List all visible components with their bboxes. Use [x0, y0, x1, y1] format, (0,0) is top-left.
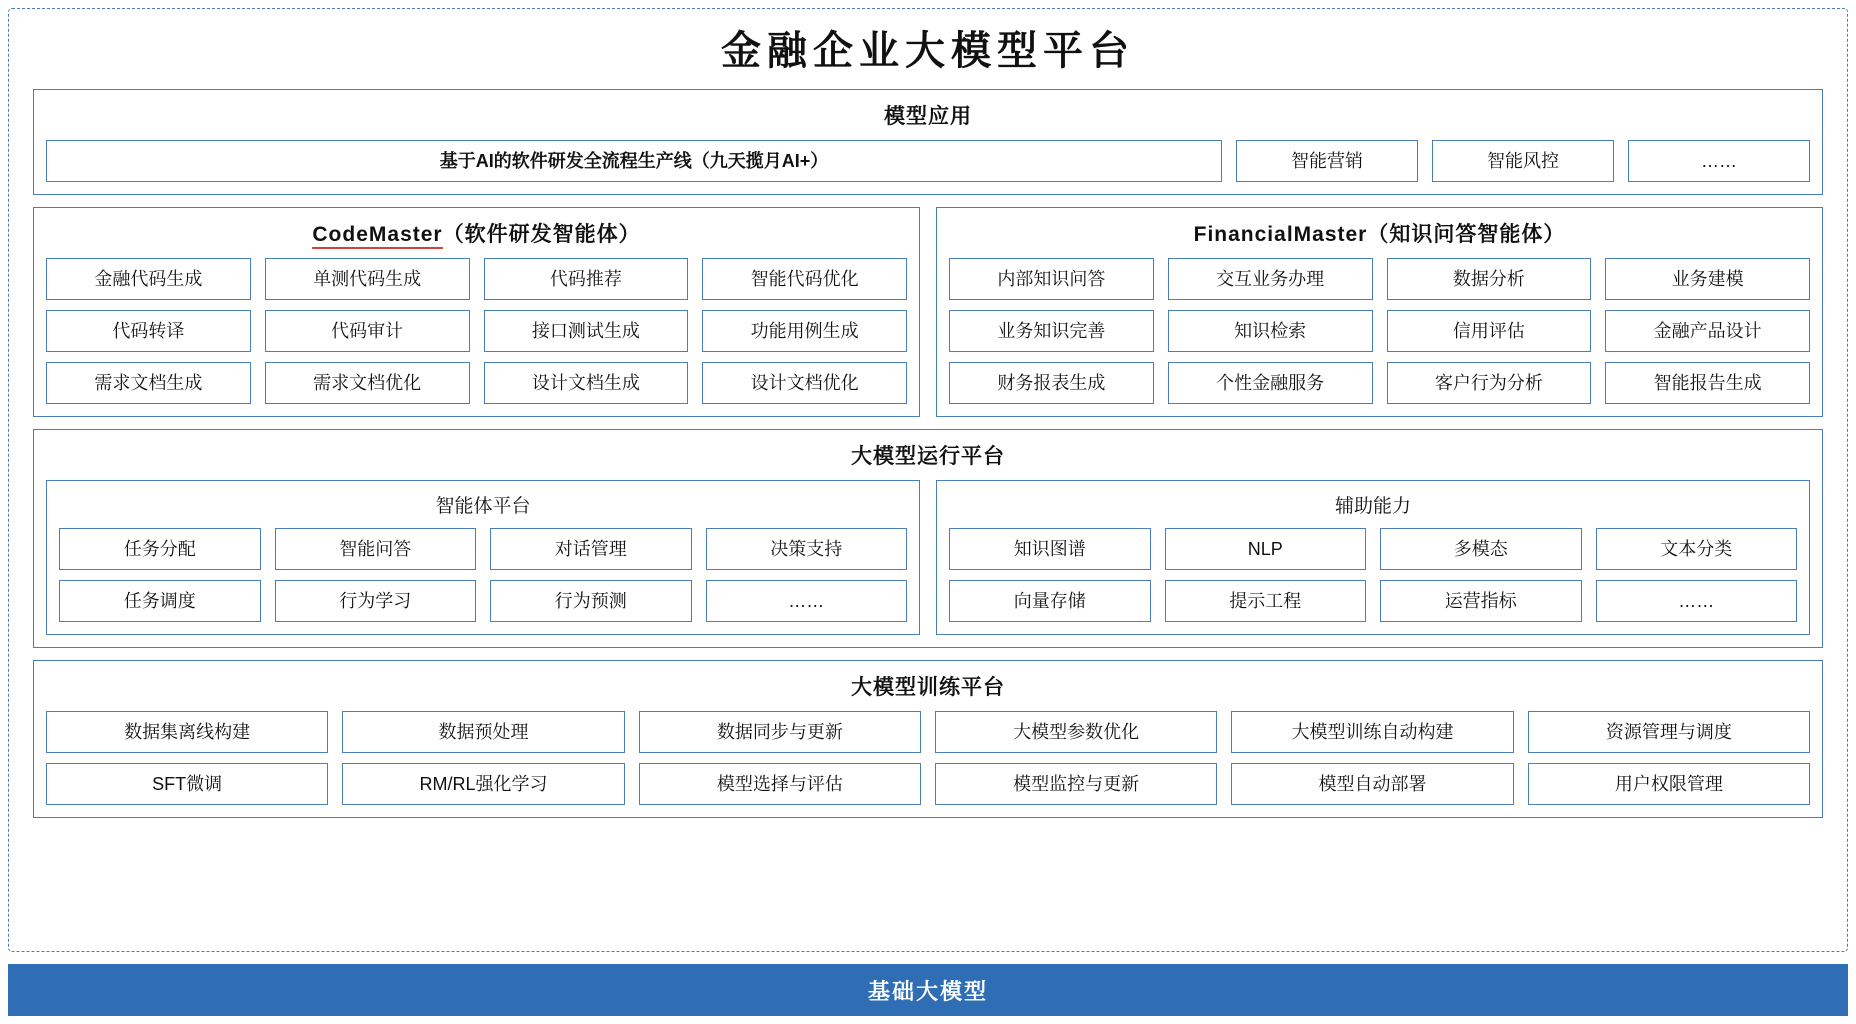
- code-master-item[interactable]: 接口测试生成: [484, 310, 689, 352]
- agents-row: [33, 207, 1823, 417]
- page-title: 金融企业大模型平台: [721, 29, 1135, 73]
- financial-master-item[interactable]: 数据分析: [1387, 258, 1592, 300]
- section-runtime-platform: [33, 429, 1823, 648]
- section-title-model-application: 模型应用: [884, 105, 972, 128]
- subpanel-support-capability: [936, 480, 1810, 635]
- model-application-row: [46, 140, 1810, 182]
- training-platform-grid: [46, 711, 1810, 805]
- app-item[interactable]: 智能风控: [1432, 140, 1614, 182]
- agent-platform-item[interactable]: 智能问答: [275, 528, 477, 570]
- training-platform-item[interactable]: 数据集离线构建: [46, 711, 328, 753]
- platform-frame: [8, 8, 1848, 952]
- training-platform-item[interactable]: 数据预处理: [342, 711, 624, 753]
- financial-master-item[interactable]: 财务报表生成: [949, 362, 1154, 404]
- financial-master-item[interactable]: 信用评估: [1387, 310, 1592, 352]
- section-title-code-master: [46, 218, 907, 248]
- app-item[interactable]: 智能营销: [1236, 140, 1418, 182]
- training-platform-item[interactable]: 数据同步与更新: [639, 711, 921, 753]
- training-platform-item[interactable]: RM/RL强化学习: [342, 763, 624, 805]
- financial-master-item[interactable]: 交互业务办理: [1168, 258, 1373, 300]
- training-platform-item[interactable]: 用户权限管理: [1528, 763, 1810, 805]
- agent-platform-item[interactable]: 对话管理: [490, 528, 692, 570]
- agent-platform-item[interactable]: 任务调度: [59, 580, 261, 622]
- support-capability-item[interactable]: 提示工程: [1165, 580, 1367, 622]
- code-master-item[interactable]: 功能用例生成: [702, 310, 907, 352]
- training-platform-item[interactable]: 模型自动部署: [1231, 763, 1513, 805]
- agent-platform-item[interactable]: 任务分配: [59, 528, 261, 570]
- code-master-name: CodeMaster: [312, 223, 442, 249]
- support-capability-item[interactable]: 知识图谱: [949, 528, 1151, 570]
- financial-master-item[interactable]: 内部知识问答: [949, 258, 1154, 300]
- training-platform-item[interactable]: 模型选择与评估: [639, 763, 921, 805]
- financial-master-item[interactable]: 知识检索: [1168, 310, 1373, 352]
- financial-master-name: FinancialMaster: [1193, 223, 1368, 246]
- section-model-application: [33, 89, 1823, 195]
- support-capability-item[interactable]: 多模态: [1380, 528, 1582, 570]
- app-main-item[interactable]: 基于AI的软件研发全流程生产线（九天揽月AI+）: [46, 140, 1222, 182]
- code-master-item[interactable]: 智能代码优化: [702, 258, 907, 300]
- financial-master-item[interactable]: 个性金融服务: [1168, 362, 1373, 404]
- section-title-financial-master: [949, 218, 1810, 248]
- support-capability-item[interactable]: ……: [1596, 580, 1798, 622]
- section-financial-master: [936, 207, 1823, 417]
- section-title-training-platform: 大模型训练平台: [851, 676, 1005, 699]
- code-master-item[interactable]: 设计文档生成: [484, 362, 689, 404]
- financial-master-subtitle: （知识问答智能体）: [1367, 223, 1566, 246]
- section-training-platform: [33, 660, 1823, 818]
- agent-platform-item[interactable]: ……: [706, 580, 908, 622]
- agent-platform-item[interactable]: 决策支持: [706, 528, 908, 570]
- agent-platform-item[interactable]: 行为预测: [490, 580, 692, 622]
- support-capability-item[interactable]: 向量存储: [949, 580, 1151, 622]
- code-master-item[interactable]: 需求文档优化: [265, 362, 470, 404]
- section-title-runtime-platform: 大模型运行平台: [851, 445, 1005, 468]
- code-master-item[interactable]: 代码审计: [265, 310, 470, 352]
- support-capability-item[interactable]: 文本分类: [1596, 528, 1798, 570]
- support-capability-item[interactable]: NLP: [1165, 528, 1367, 570]
- subpanel-title-support-capability: 辅助能力: [1334, 496, 1411, 517]
- financial-master-item[interactable]: 客户行为分析: [1387, 362, 1592, 404]
- support-capability-item[interactable]: 运营指标: [1380, 580, 1582, 622]
- training-platform-item[interactable]: SFT微调: [46, 763, 328, 805]
- financial-master-item[interactable]: 智能报告生成: [1605, 362, 1810, 404]
- training-platform-item[interactable]: 模型监控与更新: [935, 763, 1217, 805]
- code-master-item[interactable]: 金融代码生成: [46, 258, 251, 300]
- foundation-model-bar: [8, 964, 1848, 1016]
- code-master-item[interactable]: 单测代码生成: [265, 258, 470, 300]
- code-master-item[interactable]: 代码推荐: [484, 258, 689, 300]
- runtime-subpanels: [46, 480, 1810, 635]
- agent-platform-grid: [59, 528, 907, 622]
- foundation-model-label: 基础大模型: [867, 978, 988, 1004]
- agent-platform-item[interactable]: 行为学习: [275, 580, 477, 622]
- financial-master-item[interactable]: 业务建模: [1605, 258, 1810, 300]
- financial-master-grid: [949, 258, 1810, 404]
- training-platform-item[interactable]: 资源管理与调度: [1528, 711, 1810, 753]
- subpanel-agent-platform: [46, 480, 920, 635]
- code-master-item[interactable]: 代码转译: [46, 310, 251, 352]
- app-item[interactable]: ……: [1628, 140, 1810, 182]
- code-master-item[interactable]: 需求文档生成: [46, 362, 251, 404]
- subpanel-title-agent-platform: 智能体平台: [435, 496, 531, 517]
- training-platform-item[interactable]: 大模型训练自动构建: [1231, 711, 1513, 753]
- financial-master-item[interactable]: 金融产品设计: [1605, 310, 1810, 352]
- training-platform-item[interactable]: 大模型参数优化: [935, 711, 1217, 753]
- support-capability-grid: [949, 528, 1797, 622]
- code-master-item[interactable]: 设计文档优化: [702, 362, 907, 404]
- financial-master-item[interactable]: 业务知识完善: [949, 310, 1154, 352]
- code-master-grid: [46, 258, 907, 404]
- section-code-master: [33, 207, 920, 417]
- code-master-subtitle: （软件研发智能体）: [442, 223, 641, 246]
